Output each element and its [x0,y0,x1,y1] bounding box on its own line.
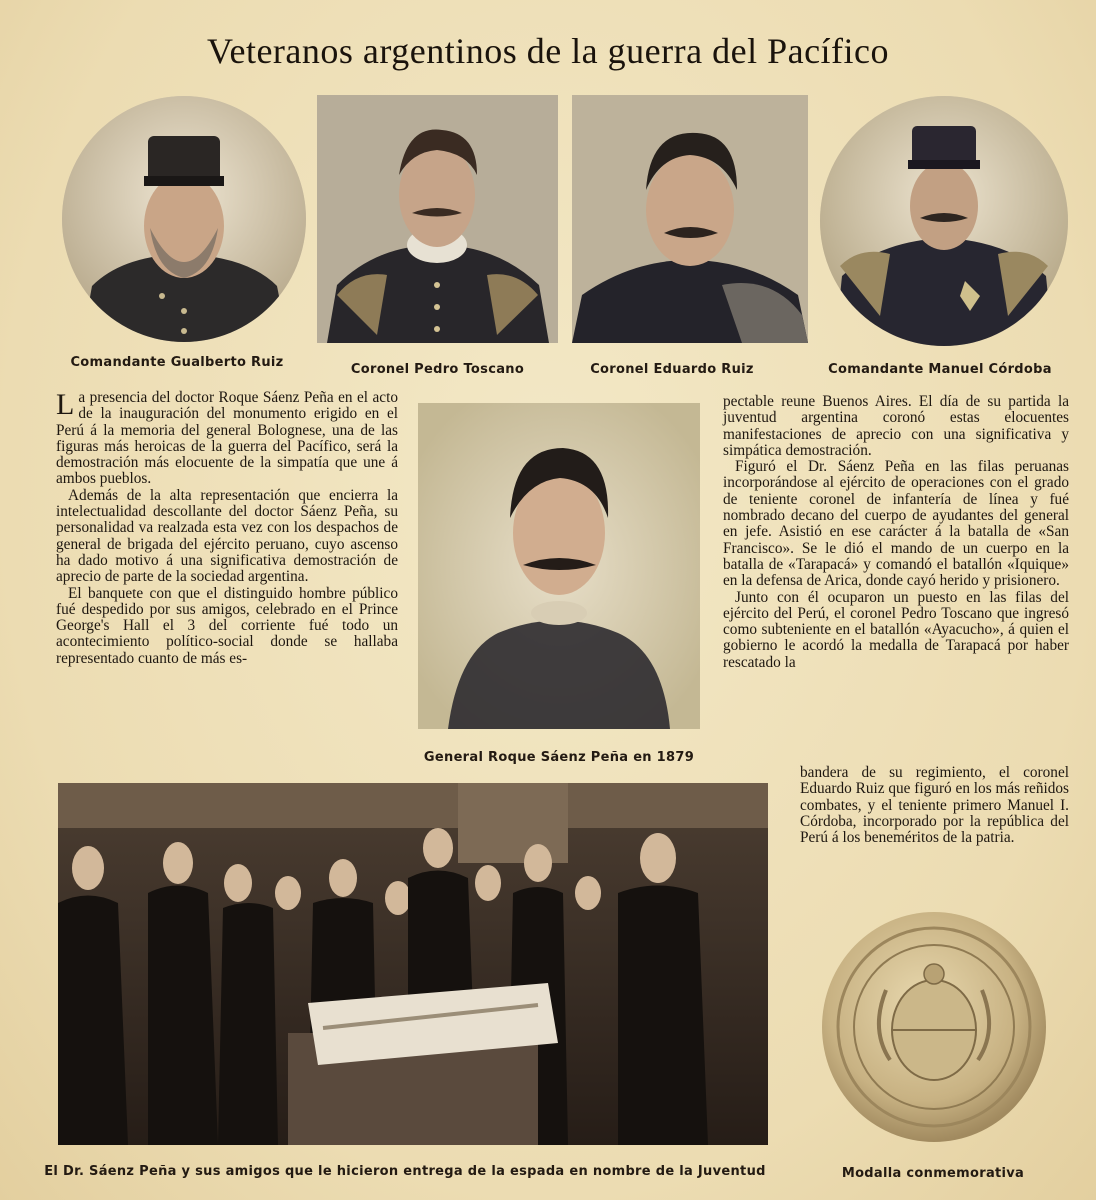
article-paragraph: Junto con él ocuparon un puesto en las filas del ejército del Perú, el coronel Pedro Toscano que ingresó como subteniente en el batallón «Ayacucho», á quien el gobierno le acordó la medalla de Tarapacá por haber rescatado la [723,588,1069,671]
portrait-caption: Coronel Pedro Toscano [350,362,525,377]
drop-cap: L [56,388,75,421]
commemorative-medal [820,910,1048,1144]
page-title: Veteranos argentinos de la guerra del Pacífico [206,31,890,71]
portrait-roque-saenz-pena [418,403,700,729]
article-right-column [723,394,1069,671]
article-paragraph: El banquete con que el distinguido hombre público fué despedido por sus amigos, celebrado en el Prince George's Hall el 3 del corriente fué todo un acontecimiento político-social donde se hallaba representado cuanto de más es- [56,584,398,667]
article-paragraph: Además de la alta representación que encierra la intelectualidad descollante del doctor Sáenz Peña, su personalidad va realzada esta vez con los despachos de general de brigada del ejército peruano, cuyo ascenso ha dado motivo á una significativa demostración de aprecio de parte de la sociedad argentina. [56,486,398,586]
portrait-caption: Coronel Eduardo Ruiz [590,362,754,377]
medal-caption: Modalla conmemorativa [841,1166,1025,1181]
article-paragraph: La presencia del doctor Roque Sáenz Peña en el acto de la inauguración del monumento erigido en el Perú á la memoria del general Bolognese, una de las figuras más heroicas de la guerra del Pacífico, será la demostración más elocuente de la simpatía que une á ambos pueblos. [56,388,398,488]
portrait-caption: General Roque Sáenz Peña en 1879 [423,750,695,765]
portrait-eduardo-ruiz [572,95,808,343]
portrait-caption: Comandante Gualberto Ruiz [70,355,284,370]
group-photo [58,783,768,1145]
article-paragraph: pectable reune Buenos Aires. El día de su partida la juventud argentina coronó estas elocuentes manifestaciones de aprecio con una significativa y simpática demostración. [723,393,1069,459]
portrait-manuel-cordoba [820,96,1068,346]
article-right-column-continued [800,765,1069,846]
group-photo-caption: El Dr. Sáenz Peña y sus amigos que le hicieron entrega de la espada en nombre de la Juventud [44,1164,766,1179]
portrait-gualberto-ruiz [62,96,306,342]
article-paragraph: bandera de su regimiento, el coronel Eduardo Ruiz que figuró en los más reñidos combates, y el teniente primero Manuel I. Córdoba, incorporado por la república del Perú á los beneméritos de la patria. [800,764,1069,847]
article-left-column [56,390,398,667]
portrait-caption: Comandante Manuel Córdoba [828,362,1052,377]
portrait-pedro-toscano [317,95,558,343]
article-paragraph: Figuró el Dr. Sáenz Peña en las filas peruanas incorporándose al ejército de operaciones con el grado de teniente coronel de infantería de línea y fué nombrado decano del cuerpo de ayudantes del general en jefe. Asistió en ese carácter á la batalla de «San Francisco». Se le dió el mando de un cuerpo en la batalla de «Tarapacá» y comandó el batallón «Iquique» en la defensa de Arica, donde cayó herido y prisionero. [723,458,1069,590]
